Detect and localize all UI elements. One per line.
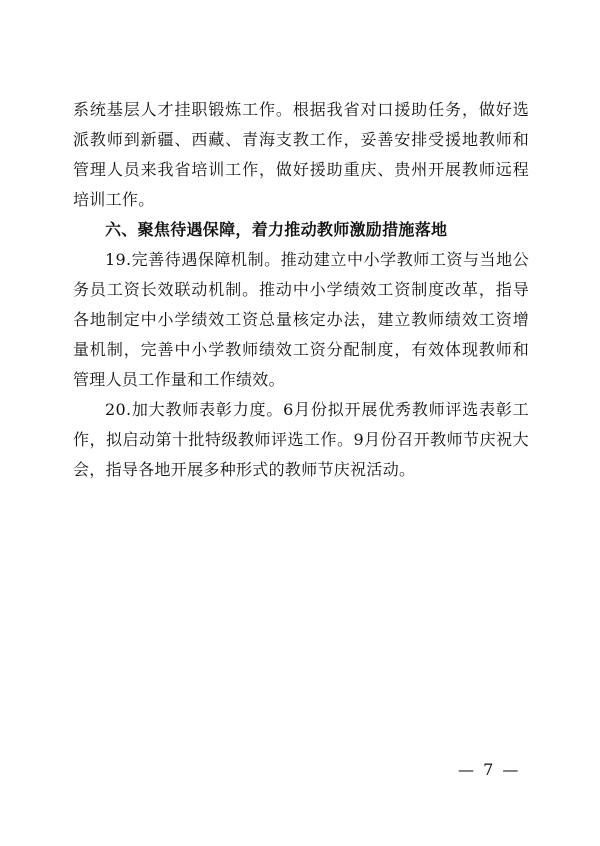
page-number: — 7 — [458, 760, 521, 779]
section-heading: 六、聚焦待遇保障，着力推动教师激励措施落地 [105, 220, 448, 239]
document-body [73, 95, 529, 485]
paragraph-item-19: 19.完善待遇保障机制。推动建立中小学教师工资与当地公务员工资长效联动机制。推动中小学绩效工资制度改革，指导各地制定中小学绩效工资总量核定办法，建立教师绩效工资增量机制，完善中小学教师绩效工资分配制度，有效体现教师和管理人员工作量和工作绩效。 [73, 250, 529, 389]
paragraph-item-20: 20.加大教师表彰力度。6月份拟开展优秀教师评选表彰工作，拟启动第十批特级教师评选工作。9月份召开教师节庆祝大会，指导各地开展多种形式的教师节庆祝活动。 [73, 400, 529, 479]
paragraph-continuation: 系统基层人才挂职锻炼工作。根据我省对口援助任务，做好选派教师到新疆、西藏、青海支教工作，妥善安排受援地教师和管理人员来我省培训工作，做好援助重庆、贵州开展教师远程培训工作。 [73, 100, 529, 209]
